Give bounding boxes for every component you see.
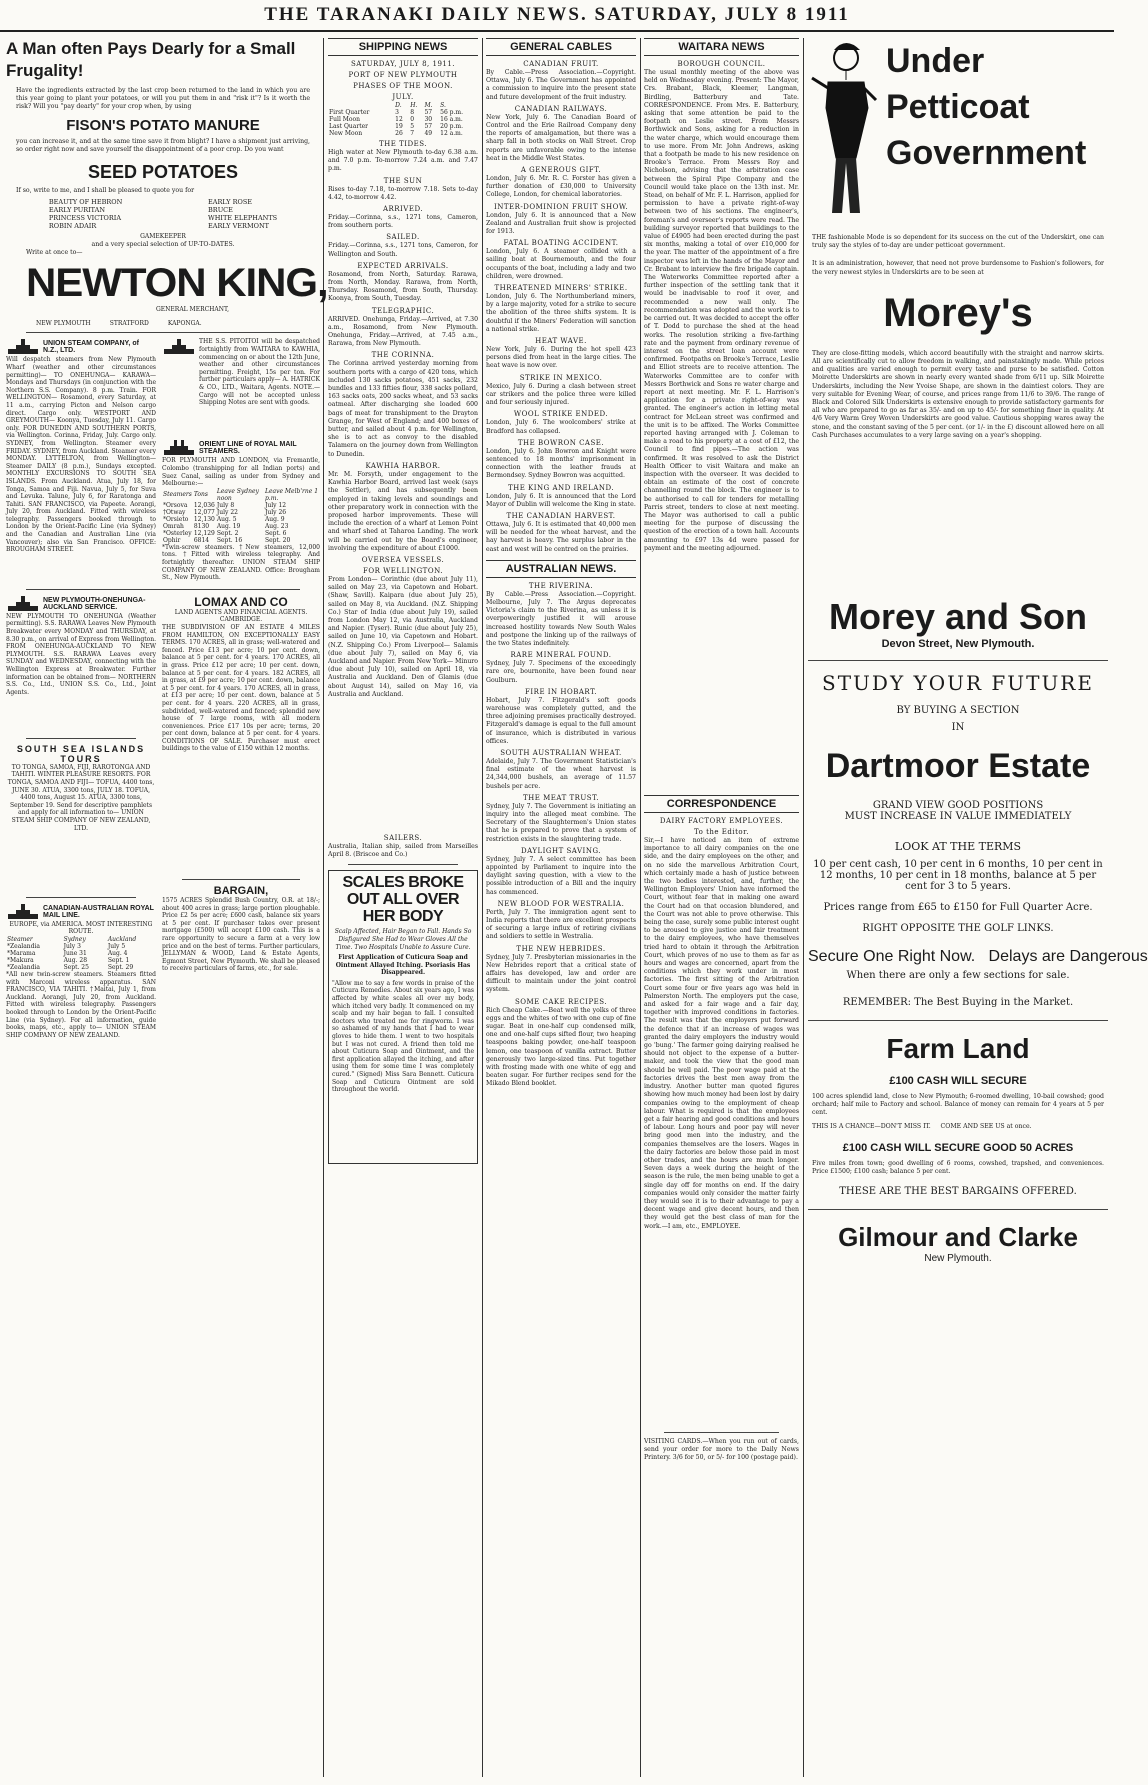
petticoat-ad bbox=[808, 38, 1108, 228]
masthead: THE TARANAKI DAILY NEWS. SATURDAY, JULY 8 1911 bbox=[0, 0, 1114, 32]
table-cell: *Orsieto bbox=[163, 515, 189, 523]
table-cell: D. bbox=[395, 102, 402, 109]
australian-news-heading: AUSTRALIAN NEWS. bbox=[486, 560, 636, 578]
sailed-title: SAILED. bbox=[386, 233, 420, 242]
borough-council-text: The usual monthly meeting of the above was held on Wednesday evening. Present: The Mayor, Crs. Brabant, Black, Kleemer, Langman, Birdling, Batterbury and Tate. CORRESPONDENCE. From Mrs. E. Batterbury, asking that some attention be paid to the footpath on Leslie street. From Messrs Borthwick and Sons, asking for a reduction in the water charge, which would encourage them to use more. From Mr. John Andrews, asking that a footpath be made to his new residence on Brooke's Terrace. From Messrs Roy and Nicholson, advising that the arbitration case between the Spiral Pipe Company and the Council would take place on the 13th inst. Mr. Stead, on behalf of Mr. F. L. Harrison, applied for permission to have a private right-of-way between two of his sections. The engineer's, foreman's and overseer's reports were read. The building surveyor reported that buildings to the value of £4905 had been erected during the past six months, making a total of over £10,000 for the year. The matter of the appointment of a fire inspector was left in the hands of the Mayor and Cr. Brabant to interview the fire brigade captain. The Waterworks Committee reported after a further inspection of the settling tank that it would be inadvisable to roof it over, and recommended a new wall only. The recommendation was adopted and the work is to be carried out. It was decided to accept the offer of T. Dodd to purchase the shed at the head works. The resolution striking a five-farthing rate and the payment from ordinary revenue of interest on the street loan account were confirmed. Footpaths on Brooke's Terrace, Leslie and Elliot streets are to receive attention. The Waterworks Committee are to confer with Messrs Borthwick and Sons re water charge and report at next meeting. Mr. F. L. Harrison's application for a private right-of-way was granted. The engineer's action in letting metal contract for McLean street was confirmed and the unit is to be affixed. The Works Committee reported having arranged with J. Coleman to make a road to his property at a cost of £12, the Council to find pipes.—The action was confirmed. It was resolved to ask the District Health Officer to visit Waitara and make an inspection with the overseer. It was decided to obtain an estimate of the cost of concrete channelling round the block. The engineer is to be authorised to call for tenders for metalling Parris street, tenders to close at next meeting. The Mayor was authorised to call a public meeting for the purpose of discussing the question of the erection of a town hall. Accounts amounting to £97 13s 4d were passed for payment and the meeting adjourned. bbox=[644, 69, 799, 552]
canadian-sailings-table bbox=[6, 936, 156, 971]
table-row bbox=[162, 488, 320, 502]
pitoitoi-orient-ads bbox=[162, 338, 320, 583]
table-cell: Sept. 6 bbox=[264, 529, 287, 537]
table-row bbox=[6, 943, 156, 950]
cable-title: CANADIAN RAILWAYS. bbox=[514, 104, 608, 113]
table-cell: 12,036 bbox=[193, 501, 215, 509]
cuticura-title: SCALES BROKE OUT ALL OVER HER BODY bbox=[342, 874, 464, 926]
table-cell: Last Quarter bbox=[329, 123, 369, 130]
lomax-sub: LAND AGENTS AND FINANCIAL AGENTS. CAMBRIDGE. bbox=[174, 608, 308, 624]
moon-title: PHASES OF THE MOON. bbox=[353, 82, 453, 90]
table-cell: Leave Sydney noon bbox=[216, 487, 259, 502]
cable-title: THREATENED MINERS' STRIKE. bbox=[494, 284, 628, 293]
table-cell: First Quarter bbox=[329, 109, 370, 116]
must-increase: MUST INCREASE IN VALUE IMMEDIATELY bbox=[844, 810, 1072, 822]
cable-title: HEAT WAVE. bbox=[535, 337, 587, 346]
table-cell: July 5 bbox=[107, 942, 126, 950]
shipping-date: SATURDAY, JULY 8, 1911. bbox=[350, 60, 456, 68]
tides-title: THE TIDES. bbox=[378, 140, 428, 148]
column-rule bbox=[640, 38, 641, 1777]
grand-view: GRAND VIEW GOOD POSITIONS bbox=[872, 799, 1044, 811]
few-sections: When there are only a few sections for sale. bbox=[846, 969, 1070, 981]
onehunga-title: NEW PLYMOUTH-ONEHUNGA-AUCKLAND SERVICE. bbox=[43, 596, 146, 611]
table-cell: 12,130 bbox=[193, 515, 215, 523]
table-cell: Ophir bbox=[163, 536, 181, 544]
kawhia-text: Mr. M. Forsyth, under engagement to the Kawhia Harbor Board, arrived last week (says the Settler), and has subsequently been employed in taking levels and soundings and other preparatory work in connection with the proposed harbor improvements. These will include the erection of a wharf at Lemon Point and wharf shed at Taharoa Landing. The work will be carried out by the Board's engineer, involving the expenditure of about £1000. bbox=[328, 470, 478, 552]
table-row bbox=[162, 509, 320, 516]
column-rule bbox=[482, 38, 483, 1777]
steamship-icon bbox=[162, 338, 196, 356]
cable-title: INTER-DOMINION FRUIT SHOW. bbox=[493, 202, 629, 211]
table-row bbox=[328, 102, 478, 109]
steamship-icon bbox=[162, 439, 196, 457]
write-once: Write at once to— bbox=[26, 249, 83, 257]
seed-text: If so, write to me, and I shall be pleased to quote you for bbox=[16, 187, 195, 195]
table-cell: Steamer bbox=[7, 935, 33, 943]
australian-news-list bbox=[486, 582, 636, 1089]
towns: NEW PLYMOUTH STRATFORD KAPONGA. bbox=[36, 319, 202, 327]
borough-council-title: BOROUGH COUNCIL. bbox=[677, 60, 766, 68]
table-cell: 12 bbox=[395, 116, 403, 123]
cable-text: London, July 6. It is announced that the Lord Mayor of Dublin will welcome the King in state. bbox=[486, 492, 636, 508]
cash-secure-1: £100 CASH WILL SECURE bbox=[889, 1074, 1027, 1087]
petticoat-word: Government bbox=[886, 134, 1087, 172]
manure-intro: Have the ingredients extracted by the last crop been returned to the land in which you are this year going to plant your potatoes, or will you put them in and "risk it"? Is it worth the risk? Will you "pay dearly" for your crop when, by using bbox=[16, 87, 310, 111]
farm-text-2: Five miles from town; good dwelling of 6 rooms, cowshed, trapshed, and conveniences. Price £1500; £100 cash; balance 5 per cent. bbox=[812, 1159, 1104, 1175]
table-cell: Leave Melb'rne 1 p.m. bbox=[264, 487, 319, 502]
cable-text: New York, July 6. During the hot spell 423 persons died from heat in the large cities. The heat wave is now over. bbox=[486, 346, 636, 370]
table-row bbox=[162, 530, 320, 537]
sun-title: THE SUN bbox=[383, 176, 423, 185]
table-row bbox=[162, 537, 320, 544]
cable-title: FATAL BOATING ACCIDENT. bbox=[503, 239, 619, 248]
table-cell: July 3 bbox=[63, 942, 81, 950]
orient-text: FOR PLYMOUTH AND LONDON, via Fremantle, Colombo (transhipping for all Indian ports) and Suez Canal, sailing as under from Sydney and Melbourne:— bbox=[162, 457, 320, 488]
aus-news-text: Hobart, July 7. Fitzgerald's soft goods warehouse was completely gutted, and the three adjoining premises practically destroyed. Fitzgerald's damage is equal to the full amount of insurance, which is distributed in various offices. bbox=[486, 696, 636, 745]
table-row bbox=[328, 109, 478, 116]
table-cell: 30 bbox=[424, 116, 433, 123]
shipping-news-heading: SHIPPING NEWS bbox=[328, 38, 478, 56]
table-cell: 12,077 bbox=[193, 508, 215, 516]
gamekeeper-label: GAMEKEEPER bbox=[140, 233, 186, 241]
cuticura-ad bbox=[328, 870, 478, 1164]
table-cell: July 12 bbox=[264, 501, 287, 509]
orient-title: ORIENT LINE of ROYAL MAIL STEAMERS. bbox=[199, 441, 297, 456]
islands-text: TO TONGA, SAMOA, FIJI, RAROTONGA AND TAHITI. WINTER PLEASURE RESORTS. FOR TONGA, SAMOA AND FIJI— TOFUA, 4400 tons, JUNE 30. ATUA, 3300 tons, JULY 18. TOFUA, 4400 tons, August 15. ATUA, 3300 tons, September 19. Send for descriptive pamphlets and apply for all information to— UNION STEAM SHIP COMPANY OF NEW ZEALAND, LTD. bbox=[7, 763, 155, 832]
table-row bbox=[162, 516, 320, 523]
column-rule bbox=[803, 38, 804, 1777]
morey-text: They are close-fitting models, which accord beautifully with the straight and narrow skirts. All are scientifically cut to allow freedom in walking, and painstakingly made. While prices and qualities are varied enough to permit every taste and purse to be satisfied. Cotton Moirette Underskirts are shown in nearly every wanted shade from 6/11 up. Silk Moirette Underskirts, including the New Yvoise Shape, are shown in the daintiest colors. They are very suitable for Evening Wear, of course, and prices range from 11/6 to 39/6. The range of Black and Colored Silk Underskirts is extensive enough to provide satisfactory garments for all who are prepared to go as far as 35/- and on up to 45/- for something finer in quality. At 4/6 Very Warm Grey Woven Underskirts are good value. Cautious shopping wares away the stone, and the constant saving of the 5 per cent. (or 1/- in the £) discount allowed here on all Cash Purchases accumulates to a very large saving on a year's shopping. bbox=[812, 349, 1104, 439]
aus-news-title: THE RIVERINA. bbox=[528, 581, 594, 590]
cartoon-figure-icon bbox=[808, 38, 878, 228]
aus-news-title: SOME CAKE RECIPES. bbox=[514, 997, 608, 1006]
terms-text: 10 per cent cash, 10 per cent in 6 months, 10 per cent in 12 months, 10 per cent in 18 months, balance at 5 per cent for 3 to 5 years. bbox=[813, 858, 1103, 892]
table-cell: 49 bbox=[424, 130, 433, 137]
table-cell: 16 a.m. bbox=[440, 116, 463, 123]
aus-news-text: Adelaide, July 7. The Government Statistician's final estimate of the wheat harvest is 24,344,000 bushels, an average of 11.57 bushels per acre. bbox=[486, 757, 636, 790]
table-cell: *Orsova bbox=[163, 501, 188, 509]
aus-news-title: THE MEAT TRUST. bbox=[523, 793, 599, 802]
sun-text: Rises to-day 7.18, to-morrow 7.18. Sets to-day 4.42, to-morrow 4.42. bbox=[328, 185, 478, 201]
look-terms: LOOK AT THE TERMS bbox=[894, 839, 1022, 853]
cable-text: London, July 6. John Bowron and Knight were sentenced to 18 months' imprisonment in connection with the leather frauds at Bermondsey. Sydney Bowron was acquitted. bbox=[486, 447, 636, 480]
aus-news-text: Sydney, July 7. A select committee has been appointed by Parliament to inquire into the daylight saving question, with a view to the possible introduction of a Bill and the inquiry has commenced. bbox=[486, 855, 636, 896]
table-row bbox=[328, 123, 478, 130]
table-cell: M. bbox=[424, 102, 433, 109]
table-cell: Sept. 1 bbox=[107, 956, 130, 964]
cable-text: London, July 6. The Northumberland miners, by a large majority, voted for a strike to secure the abolition of the three shifts system. It is doubtful if the Miners' Federation will sanction a national strike. bbox=[486, 293, 636, 333]
table-cell: Sydney bbox=[63, 935, 86, 943]
cable-title: THE KING AND IRELAND. bbox=[507, 483, 615, 492]
petticoat-word: Under bbox=[886, 42, 985, 80]
table-cell: Aug. 5 bbox=[216, 515, 237, 523]
canadian-note: *All new twin-screw steamers. Steamers fitted with Marconi wireless apparatus. SAN FRANCISCO, VIA TAHITI. †Maitai, July 1, from Auckland. Aorangi, July 20, from Auckland. Fitted with wireless telegraphy. Passengers booked through to London by the Orient-Pacific Line (via Sydney). For all information, guide books, maps, etc., apply to— UNION STEAM SHIP COMPANY OF NEW ZEALAND. bbox=[6, 970, 156, 1039]
table-cell: 20 p.m. bbox=[440, 123, 464, 130]
dartmoor-title: Dartmoor Estate bbox=[825, 746, 1091, 785]
table-cell: Steamers bbox=[163, 491, 192, 499]
in-word: IN bbox=[951, 721, 965, 733]
table-cell: July 22 bbox=[216, 508, 238, 516]
pitoitoi-text: THE S.S. PITOITOI will be despatched fortnightly from WAITARA to KAWHIA, commencing on or about the 12th June, weather and other circumstances permitting. Freight, 15s per ton. For further particulars apply— A. HATRICK & CO., LTD., Waitara, Agents. NOTE.—Cargo will not be accepted unless Shipping Notes are sent with goods. bbox=[199, 338, 320, 407]
table-cell: 8 bbox=[410, 109, 415, 116]
table-cell: 12,129 bbox=[193, 529, 215, 537]
varieties-right: EARLY ROSE BRUCE WHITE ELEPHANTS EARLY VERMONT bbox=[208, 198, 278, 231]
cable-text: Ottawa, July 6. It is estimated that 40,000 men will be needed for the wheat harvest, and the hay harvest is heavy. The surplus labor in the east and west will be centred on the prairies. bbox=[486, 520, 636, 553]
table-cell: 19 bbox=[395, 123, 403, 130]
onehunga-ad bbox=[6, 595, 156, 1071]
table-row bbox=[6, 957, 156, 964]
secure-now: Secure One Right Now. Delays are Dangerous bbox=[808, 947, 1148, 965]
table-cell: 6814 bbox=[193, 536, 210, 544]
aus-news-text: By Cable.—Press Association.—Copyright. Melbourne, July 7. The Argus deprecates Victoria's claim to the Riverina, as unless it is overpoweringly justified it will arouse increased hostility towards New South Wales and postpone the linking up of the railways of the two States indefinitely. bbox=[486, 590, 636, 647]
aus-news-title: RARE MINERAL FOUND. bbox=[510, 651, 612, 660]
shipping-news-column bbox=[328, 38, 478, 1777]
table-cell: Aug. 19 bbox=[216, 522, 241, 530]
visiting-cards: VISITING CARDS.—When you run out of cards, send your order for more to the Daily News Printery. 3/6 for 50, or 5/- for 100 (postage paid). bbox=[644, 1438, 799, 1462]
table-cell: 0 bbox=[410, 116, 415, 123]
oversea-text: From London— Corinthic (due about July 11), sailed on May 23, via Capetown and Hobart. (Shaw, Savill). Kaipara (due about July 25), sailed on May 8, via Auckland. (N.Z. Shipping Co.) Star of India (due about July 19), sailed from London May 12, via Australia, Auckland and Napier. (Tyser). Runic (due about July 25), sailed on June 10, via Capetown and Hobart. (N.Z. Shipping Co.) From Liverpool— Salamis (due about July 7), sailed on May 6, via Auckland and Napier. From New York— Minuro (due about July 10), sailed on April 18, via Australia and Auckland. Den of Glamis (due about August 14), sailed on May 16, via Australia and Auckland. bbox=[328, 575, 479, 698]
cable-title: A GENEROUS GIFT. bbox=[520, 166, 602, 175]
table-cell: *Osterley bbox=[163, 529, 192, 537]
table-row bbox=[328, 130, 478, 137]
price-range: Prices range from £65 to £150 for Full Quarter Acre. bbox=[823, 901, 1093, 913]
table-cell: Auckland bbox=[107, 935, 137, 943]
gilmour-location: New Plymouth. bbox=[924, 1253, 992, 1265]
table-cell: 3 bbox=[395, 109, 399, 116]
general-merchant: GENERAL MERCHANT, bbox=[156, 306, 230, 314]
table-cell: 57 bbox=[424, 123, 433, 130]
lomax-text: THE SUBDIVISION OF AN ESTATE 4 MILES FROM HAMILTON, ON EXCEPTIONALLY EASY TERMS. 170 ACRES, all in grass; well-watered and fenced. Price £13 per acre; 10 per cent. down, balance at 5 per cent. for 4 years. 170 ACRES, all in grass. Price £12 per acre; 10 per cent. down, balance at 5 per cent. for 4 years. 182 ACRES, all in grass, at £9 per acre; 10 per cent. down, balance at 5 per cent. for 4 years. 170 ACRES, all in grass, at £13 per acre; 10 per cent. down, balance at 5 per cent. for 4 years. 220 ACRES, all in grass, subdivided, well-watered and fenced; splendid new house of 7 large rooms, with all modern conveniences. Price £17 10s per acre; terms, 20 per cent down, balance at 5 per cent. for 4 years. CONDITIONS OF SALE. Purchaser must erect buildings to the value of £150 within 12 months. bbox=[162, 623, 320, 753]
table-row bbox=[162, 502, 320, 509]
morey-son-title: Morey and Son bbox=[828, 595, 1088, 637]
cuticura-sub: Scalp Affected, Hair Began to Fall. Hands So Disfigured She Had to Wear Gloves All the Time. Two Hospitals Unable to Assure Cure. bbox=[334, 928, 472, 951]
devon-street: Devon Street, New Plymouth. bbox=[881, 637, 1035, 650]
advert-column-right bbox=[808, 38, 1148, 1777]
aus-news-text: Perth, July 7. The immigration agent sent to India reports that there are excellent prospects of securing a large influx of retiring civilians and soldiers to settle in Westralia. bbox=[486, 908, 636, 941]
cable-title: STRIKE IN MEXICO. bbox=[519, 373, 603, 382]
seed-potatoes-title: SEED POTATOES bbox=[87, 162, 239, 183]
buying-section: BY BUYING A SECTION bbox=[896, 704, 1020, 716]
table-cell: Sept. 20 bbox=[264, 536, 291, 544]
waitara-news-column bbox=[644, 38, 799, 1777]
oversea-sub: FOR WELLINGTON. bbox=[363, 566, 443, 575]
kawhia-title: KAWHIA HARBOR. bbox=[365, 461, 441, 470]
table-cell bbox=[328, 102, 394, 109]
canadian-text: EUROPE, via AMERICA. MOST INTERESTING ROUTE. bbox=[9, 920, 153, 936]
aus-news-title: SOUTH AUSTRALIAN WHEAT. bbox=[500, 748, 622, 757]
onehunga-text: NEW PLYMOUTH TO ONEHUNGA (Weather permitting). S.S. RARAWA Leaves New Plymouth Breakwater every MONDAY and THURSDAY, at 8.30 p.m., on arrival of Express from Wellington. FROM ONEHUNGA-AUCKLAND TO NEW PLYMOUTH. S.S. RARAWA Leaves every SUNDAY and WEDNESDAY, connecting with the Wellington Express at Breakwater. Further information can be obtained from— NORTHERN S.S. Co., Ltd., UNION S.S. Co., Ltd., Joint Agents. bbox=[6, 612, 156, 696]
orient-sailings-table bbox=[162, 488, 320, 544]
aus-news-title: NEW BLOOD FOR WESTRALIA. bbox=[497, 899, 625, 908]
table-cell: Sept. 2 bbox=[216, 529, 239, 537]
cables-list bbox=[486, 60, 636, 554]
newton-king-title: NEWTON KING, bbox=[26, 261, 328, 306]
union-title: UNION STEAM COMPANY, of N.Z., LTD. bbox=[43, 340, 139, 355]
corinna-title: THE CORINNA. bbox=[371, 351, 435, 360]
table-cell: †Otway bbox=[163, 508, 186, 516]
table-cell: 8130 bbox=[193, 522, 210, 530]
table-cell: Full Moon bbox=[329, 116, 361, 123]
aus-news-text: Sydney, July 7. Presbyterian missionaries in the New Hebrides report that a critical state of affairs has developed, law and order are difficult to maintain under the joint control system. bbox=[486, 953, 636, 994]
cable-text: By Cable.—Press Association.—Copyright. Ottawa, July 6. The Government has appointed a commission to inquire into the present state and future development of the fruit industry. bbox=[486, 69, 636, 101]
potato-varieties bbox=[6, 198, 320, 230]
golf-links: RIGHT OPPOSITE THE GOLF LINKS. bbox=[862, 922, 1054, 934]
cable-title: CANADIAN FRUIT. bbox=[523, 60, 599, 68]
table-cell: 57 bbox=[424, 109, 433, 116]
sailers-text: Australia, Italian ship, sailed from Marseilles April 8. (Briscoe and Co.) bbox=[328, 842, 478, 859]
aus-news-text: Rich Cheap Cake.—Beat well the yolks of three eggs and the whites of two with one cup of fine sugar. Beat in one-half cup condensed milk, one and one-half cups sifted flour, two heaping teaspoons baking powder, one-half teaspoon lemon, one teaspoon of vanilla extract. Butter generously two large-sized tins. Put together with frosting made with one white of egg and beaten sugar. For further recipes send for the Mikado Blend booklet. bbox=[486, 1006, 636, 1088]
table-cell: H. bbox=[410, 102, 418, 109]
waitara-news-heading: WAITARA NEWS bbox=[644, 38, 799, 56]
bargain-text: 1575 ACRES Splendid Bush Country, O.R. at 18/-; about 400 acres in grass; large portion ploughable. Price £2 5s per acre; £600 cash, balance six years at 5 per cent. If purchaser takes over present mortgage (£500) will accept £100 cash. This is a rare opportunity to secure a farm at a very low price and on the best of terms. Further particulars, JELLYMAN & WOOD, Land & Estate Agents, Egmont Street, New Plymouth. We shall be pleased to receive particulars of farms, etc., for sale. bbox=[162, 896, 320, 973]
dairy-letter: Sir,—I have noticed an item of extreme importance to all dairy companies on the one side, and the dairy employees on the other, and on no side the marvellous Arbitration Court, which certainly made a hash of justice between the two bodies interested, and, further, the Wellington Employers' Union have informed the Court, without fear that in making one award the Court had on that occasion blundered, and the Court was not able to prove otherwise. This being the case, surely some public interest ought to be aroused to give justice and fair treatment to the dairy employees, who have themselves tried hard to obtain it through the Arbitration Court, which proves of no use to them as far as hours and wages are concerned, apart from the conditions which they work under in most factories. The first sitting of the Arbitration Court some four or five years ago was held in Palmerston North. The employers put the case, and asked for a fair wage and a fair day, together with improved conditions in factories. The result was that the employers put forward the defence that if an increase of wages was granted the dairy employers the industry would go 'bung.' The farmer going dairying realised he should not object to the expense of a butter-maker, and took the view that the good man should be well paid. The poor wage paid at the factories drives the best men away from the industry. Another butter man quoted figures showing how much money had been lost by dairy companies owing to the employment of cheap labour. What is required is that the employees get a fair hearing and good conditions and hours of labour. Long hours and poor pay will never bring good men into the industry, and the companies themselves are the losers. Wages in the dairy factories are below those paid in most other trades, and the hours are much longer. Seven days a week during the height of the season is the rule, the men being unable to get a single day off for months on end. If the dairy companies would only consider the matter fairly they would see it is to their advantage to pay a decent wage and give decent hours, and then they would get the best class of man for the work.—I am, etc., EMPLOYEE. bbox=[644, 837, 799, 1230]
table-cell: *Makura bbox=[7, 956, 34, 964]
table-row bbox=[162, 523, 320, 530]
expected-text: Rosamond, from North, Saturday. Rarawa, from North, Monday. Rarawa, from North, Thursday. Rosamond, from South, Thursday. Koonya, from South, Tuesday. bbox=[328, 270, 478, 303]
cable-text: London, July 6. The woolcombers' strike at Bradford has collapsed. bbox=[486, 419, 636, 435]
table-cell: 5 bbox=[410, 123, 415, 130]
dairy-to: To the Editor. bbox=[694, 828, 749, 836]
moreys-title: Morey's bbox=[883, 290, 1033, 335]
table-cell: Sept. 25 bbox=[63, 963, 89, 971]
table-row bbox=[6, 964, 156, 971]
table-row bbox=[6, 936, 156, 943]
general-cables-heading: GENERAL CABLES bbox=[486, 38, 636, 56]
petticoat-word: Petticoat bbox=[886, 88, 1030, 126]
cuticura-first: First Application of Cuticura Soap and Ointment Allayed Itching. Psoriasis Has Disappeared. bbox=[335, 954, 471, 977]
port-title: PORT OF NEW PLYMOUTH bbox=[348, 71, 458, 79]
steamship-icon bbox=[6, 595, 40, 613]
canadian-title: CANADIAN-AUSTRALIAN ROYAL MAIL LINE. bbox=[43, 904, 154, 919]
aus-news-title: DAYLIGHT SAVING. bbox=[520, 846, 602, 855]
cable-title: THE BOWRON CASE. bbox=[517, 438, 605, 447]
aus-news-text: Sydney, July 7. The Government is initiating an inquiry into the alleged meat combine. The Secretary of the Slaughtermen's Union states that he is prepared to prove that a system of restriction exists in the slaughtering trade. bbox=[486, 802, 636, 843]
cable-text: London, July 6. Mr. R. C. Forster has given a further donation of £30,000 to University College, London, for chemical laboratories. bbox=[486, 175, 636, 199]
cash-secure-2: £100 CASH WILL SECURE GOOD 50 ACRES bbox=[842, 1141, 1074, 1154]
best-bargains: THESE ARE THE BEST BARGAINS OFFERED. bbox=[839, 1186, 1077, 1198]
arrived-text: Friday.—Corinna, s.s., 1271 tons, Cameron, from southern ports. bbox=[328, 214, 478, 230]
moon-month: JULY. bbox=[392, 93, 414, 101]
table-row bbox=[328, 116, 478, 123]
table-cell: Sept. 29 bbox=[107, 963, 134, 971]
cable-text: New York, July 6. The Canadian Board of Control and the Erie Railroad Company deny the reports of amalgamation, but there was a sharp fall in both stocks on Wall Street. Crop reports are unfavorable owing to the intense heat in the Middle West States. bbox=[486, 113, 636, 162]
cable-text: Mexico, July 6. During a clash between street car strikers and the police three were killed and four seriously injured. bbox=[486, 382, 636, 407]
lower-ads-row bbox=[6, 595, 320, 1071]
moon-phases-table bbox=[328, 102, 478, 137]
table-cell: Omrah bbox=[163, 522, 184, 530]
table-cell: Aug. 9 bbox=[264, 515, 285, 523]
dairy-title: DAIRY FACTORY EMPLOYEES. bbox=[659, 817, 784, 825]
steamship-icon bbox=[6, 338, 40, 356]
lomax-ad bbox=[162, 595, 320, 1071]
table-cell: July 8 bbox=[216, 501, 235, 509]
telegraphic-text: ARRIVED. Onehunga, Friday.—Arrived, at 7.30 a.m., Rosamond, from New Plymouth. Onehunga, Friday.—Arrived, at 7.45 a.m., Rarawa, from New Plymouth. bbox=[328, 315, 478, 348]
tides-text: High water at New Plymouth to-day 6.38 a.m. and 7.0 p.m. To-morrow 7.24 a.m. and 7.47 p.m. bbox=[328, 149, 478, 173]
orient-note: *Twin-screw steamers. †New steamers, 12,000 tons. †Fitted with wireless telegraphy. And fortnightly thereafter. UNION STEAM SHIP COMPANY OF NEW ZEALAND. Office: Brougham St., New Plymouth. bbox=[162, 543, 320, 582]
cuticura-body: "Allow me to say a few words in praise of the Cuticura Remedies. About six years ago, I was affected by white scales all over my body, which itched very badly. It commenced on my scalp and my hair began to fall. I consulted doctors who treated me for ringworm. I was so ashamed of my hands that I had to wear gloves to hide them. I went to two hospitals but I was not cured. A friend then told me about Cuticura Soap and Ointment, and the first application allayed the itching, and after using them for some time I was completely cured." (Signed) Miss Sara Bennett. Cuticura Soap and Cuticura Ointment are sold throughout the world. bbox=[332, 979, 474, 1094]
table-cell: 7 bbox=[410, 130, 415, 137]
table-cell: Aug. 4 bbox=[107, 949, 128, 957]
table-cell: *Marama bbox=[7, 949, 36, 957]
table-cell: Sept. 16 bbox=[216, 536, 243, 544]
table-cell: 12 a.m. bbox=[440, 130, 463, 137]
table-cell: *Zealandia bbox=[7, 942, 40, 950]
gilmour-clarke-title: Gilmour and Clarke bbox=[838, 1222, 1078, 1253]
table-cell: 26 bbox=[395, 130, 403, 137]
corinna-text: The Corinna arrived yesterday morning from southern ports with a cargo of 420 tons, which included 130 sacks potatoes, 451 sacks, 232 bundles and 133 fifties flour, 338 sacks pollard, 163 sacks oats, 200 sacks wheat, and 53 sacks oatmeal. After discharging she loaded 600 bags of meat for transhipment to the Drayton Grange, for West of England; and 400 boxes of butter, and sailed about 4 p.m. for Wellington, she is to act as convoy to the disabled Talamera on the journey down from Wellington to Dunedin. bbox=[328, 360, 478, 458]
cable-text: London, July 6. It is announced that a New Zealand and Australian fruit show is projected for 1913. bbox=[486, 211, 636, 236]
telegraphic-title: TELEGRAPHIC. bbox=[371, 306, 435, 315]
table-cell: 56 p.m. bbox=[440, 109, 464, 116]
table-cell: S. bbox=[440, 102, 446, 109]
table-row bbox=[6, 950, 156, 957]
varieties-left: BEAUTY OF HEBRON EARLY PURITAN PRINCESS VICTORIA ROBIN ADAIR bbox=[48, 198, 123, 231]
frugality-headline: A Man often Pays Dearly for a Small Frugality! bbox=[6, 39, 296, 80]
chance-text: THIS IS A CHANCE—DON'T MISS IT. COME AND SEE US at once. bbox=[812, 1123, 1032, 1131]
aus-news-title: THE NEW HEBRIDES. bbox=[516, 944, 606, 953]
correspondence-heading: CORRESPONDENCE bbox=[644, 795, 799, 813]
manure-text: you can increase it, and at the same time save it from blight? I have a shipment just arriving, so order right now and save yourself the disappointment of a poor crop. Do you want bbox=[16, 137, 310, 153]
aus-news-title: FIRE IN HOBART. bbox=[525, 687, 597, 696]
farm-land-title: Farm Land bbox=[886, 1032, 1030, 1064]
cable-text: London, July 6. A steamer collided with a sailing boat at Bournemouth, and the four occupants of the boat, including a lady and two children, were drowned. bbox=[486, 248, 636, 280]
table-cell: *Zealandia bbox=[7, 963, 40, 971]
expected-title: EXPECTED ARRIVALS. bbox=[357, 261, 449, 270]
table-cell: New Moon bbox=[329, 130, 363, 137]
sailed-text: Friday.—Corinna, s.s., 1271 tons, Cameron, for Wellington and South. bbox=[328, 242, 478, 258]
islands-title: SOUTH SEA ISLANDS TOURS bbox=[16, 743, 146, 764]
table-cell: Tons bbox=[193, 491, 208, 499]
advert-column-left bbox=[6, 38, 328, 1777]
steamship-icon bbox=[6, 903, 40, 921]
aus-news-text: Sydney, July 7. Specimens of the exceedingly rare ore, bournonite, have been found near Goulburn. bbox=[486, 660, 636, 684]
cable-title: THE CANADIAN HARVEST. bbox=[506, 511, 616, 520]
union-ad bbox=[6, 338, 156, 583]
farm-text-1: 100 acres splendid land, close to New Plymouth; 6-roomed dwelling, 10-bail cowshed; good orchard; half mile to Factory and school. Balance of money can remain for 4 years at 5 per cent. bbox=[812, 1092, 1104, 1117]
fashion-text: THE fashionable Mode is so dependent for its success on the cut of the Underskirt, one can truly say the styles of to-day are under petticoat government. bbox=[812, 234, 1104, 250]
table-cell: Aug. 23 bbox=[264, 522, 289, 530]
admin-text: It is an administration, however, that need not prove burdensome to Fashion's followers, for the very newest styles in Underskirts are to be seen at bbox=[812, 260, 1104, 276]
cable-title: WOOL STRIKE ENDED. bbox=[513, 410, 609, 419]
table-cell: Aug. 28 bbox=[63, 956, 88, 964]
shipping-ads-row bbox=[6, 338, 320, 583]
lomax-title: LOMAX AND CO bbox=[194, 594, 288, 609]
union-text: Will despatch steamers from New Plymouth Wharf (weather and other circumstances permitting)— TO ONEHUNGA— KARAWA—Mondays and Thursdays (in conjunction with the Northern S.S. Company). 8 p.m. Train. FOR WELLINGTON— Rosamond, every Saturday, at 11 a.m., carrying Picton and Nelson cargo direct. Cargo only. WESTPORT AND GREYMOUTH— Koonya, Tuesday, July 11. Cargo only. FOR DUNEDIN AND SOUTHERN PORTS, via Wellington. Corinna, Friday, July. Cargo only. SYDNEY, from Wellington. Steamer every FRIDAY. SYDNEY, from Auckland. Steamer every MONDAY. LYTTELTON, from Wellington— Steamer DAILY (8 p.m.), Sundays excepted. MONTHLY EXCURSIONS TO SOUTH SEA ISLANDS. From Auckland. Atua, July 18, for Tonga, Samoa and Fiji. Navua, July 5, for Suva and Levuka. Talune, July 6, for Raratonga and Tahiti. SAN FRANCISCO, via Papeete. Aorangi, July 20, from Auckland. Fitted with wireless telegraphy. Passengers booked through to London by the Orient-Pacific Line (via Sydney) and the Canadian and Australian Line (via Vancouver); also via San Francisco. OFFICE: BROUGHAM STREET. bbox=[6, 356, 156, 554]
remember-text: REMEMBER: The Best Buying in the Market. bbox=[842, 996, 1074, 1008]
sailers-title: SAILERS. bbox=[383, 833, 423, 842]
special-selection: and a very special selection of UP-TO-DATES. bbox=[91, 240, 235, 248]
general-cables-column bbox=[486, 38, 636, 1777]
study-future: STUDY YOUR FUTURE bbox=[822, 670, 1094, 695]
oversea-title: OVERSEA VESSELS. bbox=[361, 555, 445, 564]
fisons-title: FISON'S POTATO MANURE bbox=[66, 116, 260, 134]
table-cell: July 26 bbox=[264, 508, 287, 516]
bargain-title: BARGAIN, bbox=[213, 884, 269, 897]
arrived-title: ARRIVED. bbox=[382, 205, 424, 214]
table-cell: June 31 bbox=[63, 949, 87, 957]
